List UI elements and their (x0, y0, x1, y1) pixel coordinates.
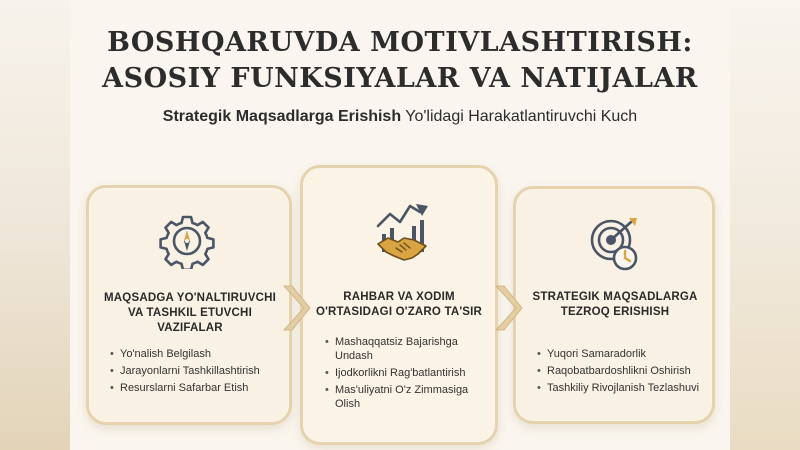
list-item: • Resurslarni Safarbar Etish (110, 381, 280, 395)
list-item: • Yo'nalish Belgilash (110, 347, 280, 361)
card-title-line: TEZROQ ERISHISH (560, 306, 670, 318)
handshake-growth-icon (372, 196, 432, 264)
list-item: • Mas'uliyatni O'z Zimmasiga Olish (325, 383, 485, 411)
list-item: • Ijodkorlikni Rag'batlantirish (325, 366, 485, 380)
card-title-line: STRATEGIK MAQSADLARGA (532, 291, 698, 303)
gear-compass-icon (159, 213, 215, 269)
subtitle-rest: Yo'lidagi Harakatlantiruvchi Kuch (401, 108, 638, 125)
subtitle-bold: Strategik Maqsadlarga Erishish (162, 108, 402, 125)
list-item: • Yuqori Samaradorlik (537, 347, 707, 361)
card-interaction-list (325, 335, 485, 414)
page-title-line-1: BOSHQARUVDA MOTIVLASHTIRISH: (107, 27, 693, 58)
list-item: • Raqobatbardoshlikni Oshirish (537, 364, 707, 378)
card-title-line: VA TASHKIL ETUVCHI (128, 307, 252, 319)
card-results-list (537, 347, 707, 398)
card-title-interaction (306, 290, 492, 320)
card-title-line: MAQSADGA YO'NALTIRUVCHI (104, 292, 276, 304)
list-item: • Mashaqqatsiz Bajarishga Undash (325, 335, 485, 363)
card-title-line: VAZIFALAR (157, 322, 223, 334)
card-functions-list (110, 347, 280, 398)
page-title-line-2: ASOSIY FUNKSIYALAR VA NATIJALAR (102, 63, 698, 94)
card-title-line: O'RTASIDAGI O'ZARO TA'SIR (315, 306, 483, 318)
card-title-line: RAHBAR VA XODIM (343, 291, 455, 303)
list-item: • Tashkiliy Rivojlanish Tezlashuvi (537, 381, 707, 395)
card-title-functions (96, 291, 284, 336)
target-clock-icon (589, 216, 639, 272)
card-title-results (520, 290, 710, 320)
page-subtitle (0, 108, 800, 126)
list-item: • Jarayonlarni Tashkillashtirish (110, 364, 280, 378)
